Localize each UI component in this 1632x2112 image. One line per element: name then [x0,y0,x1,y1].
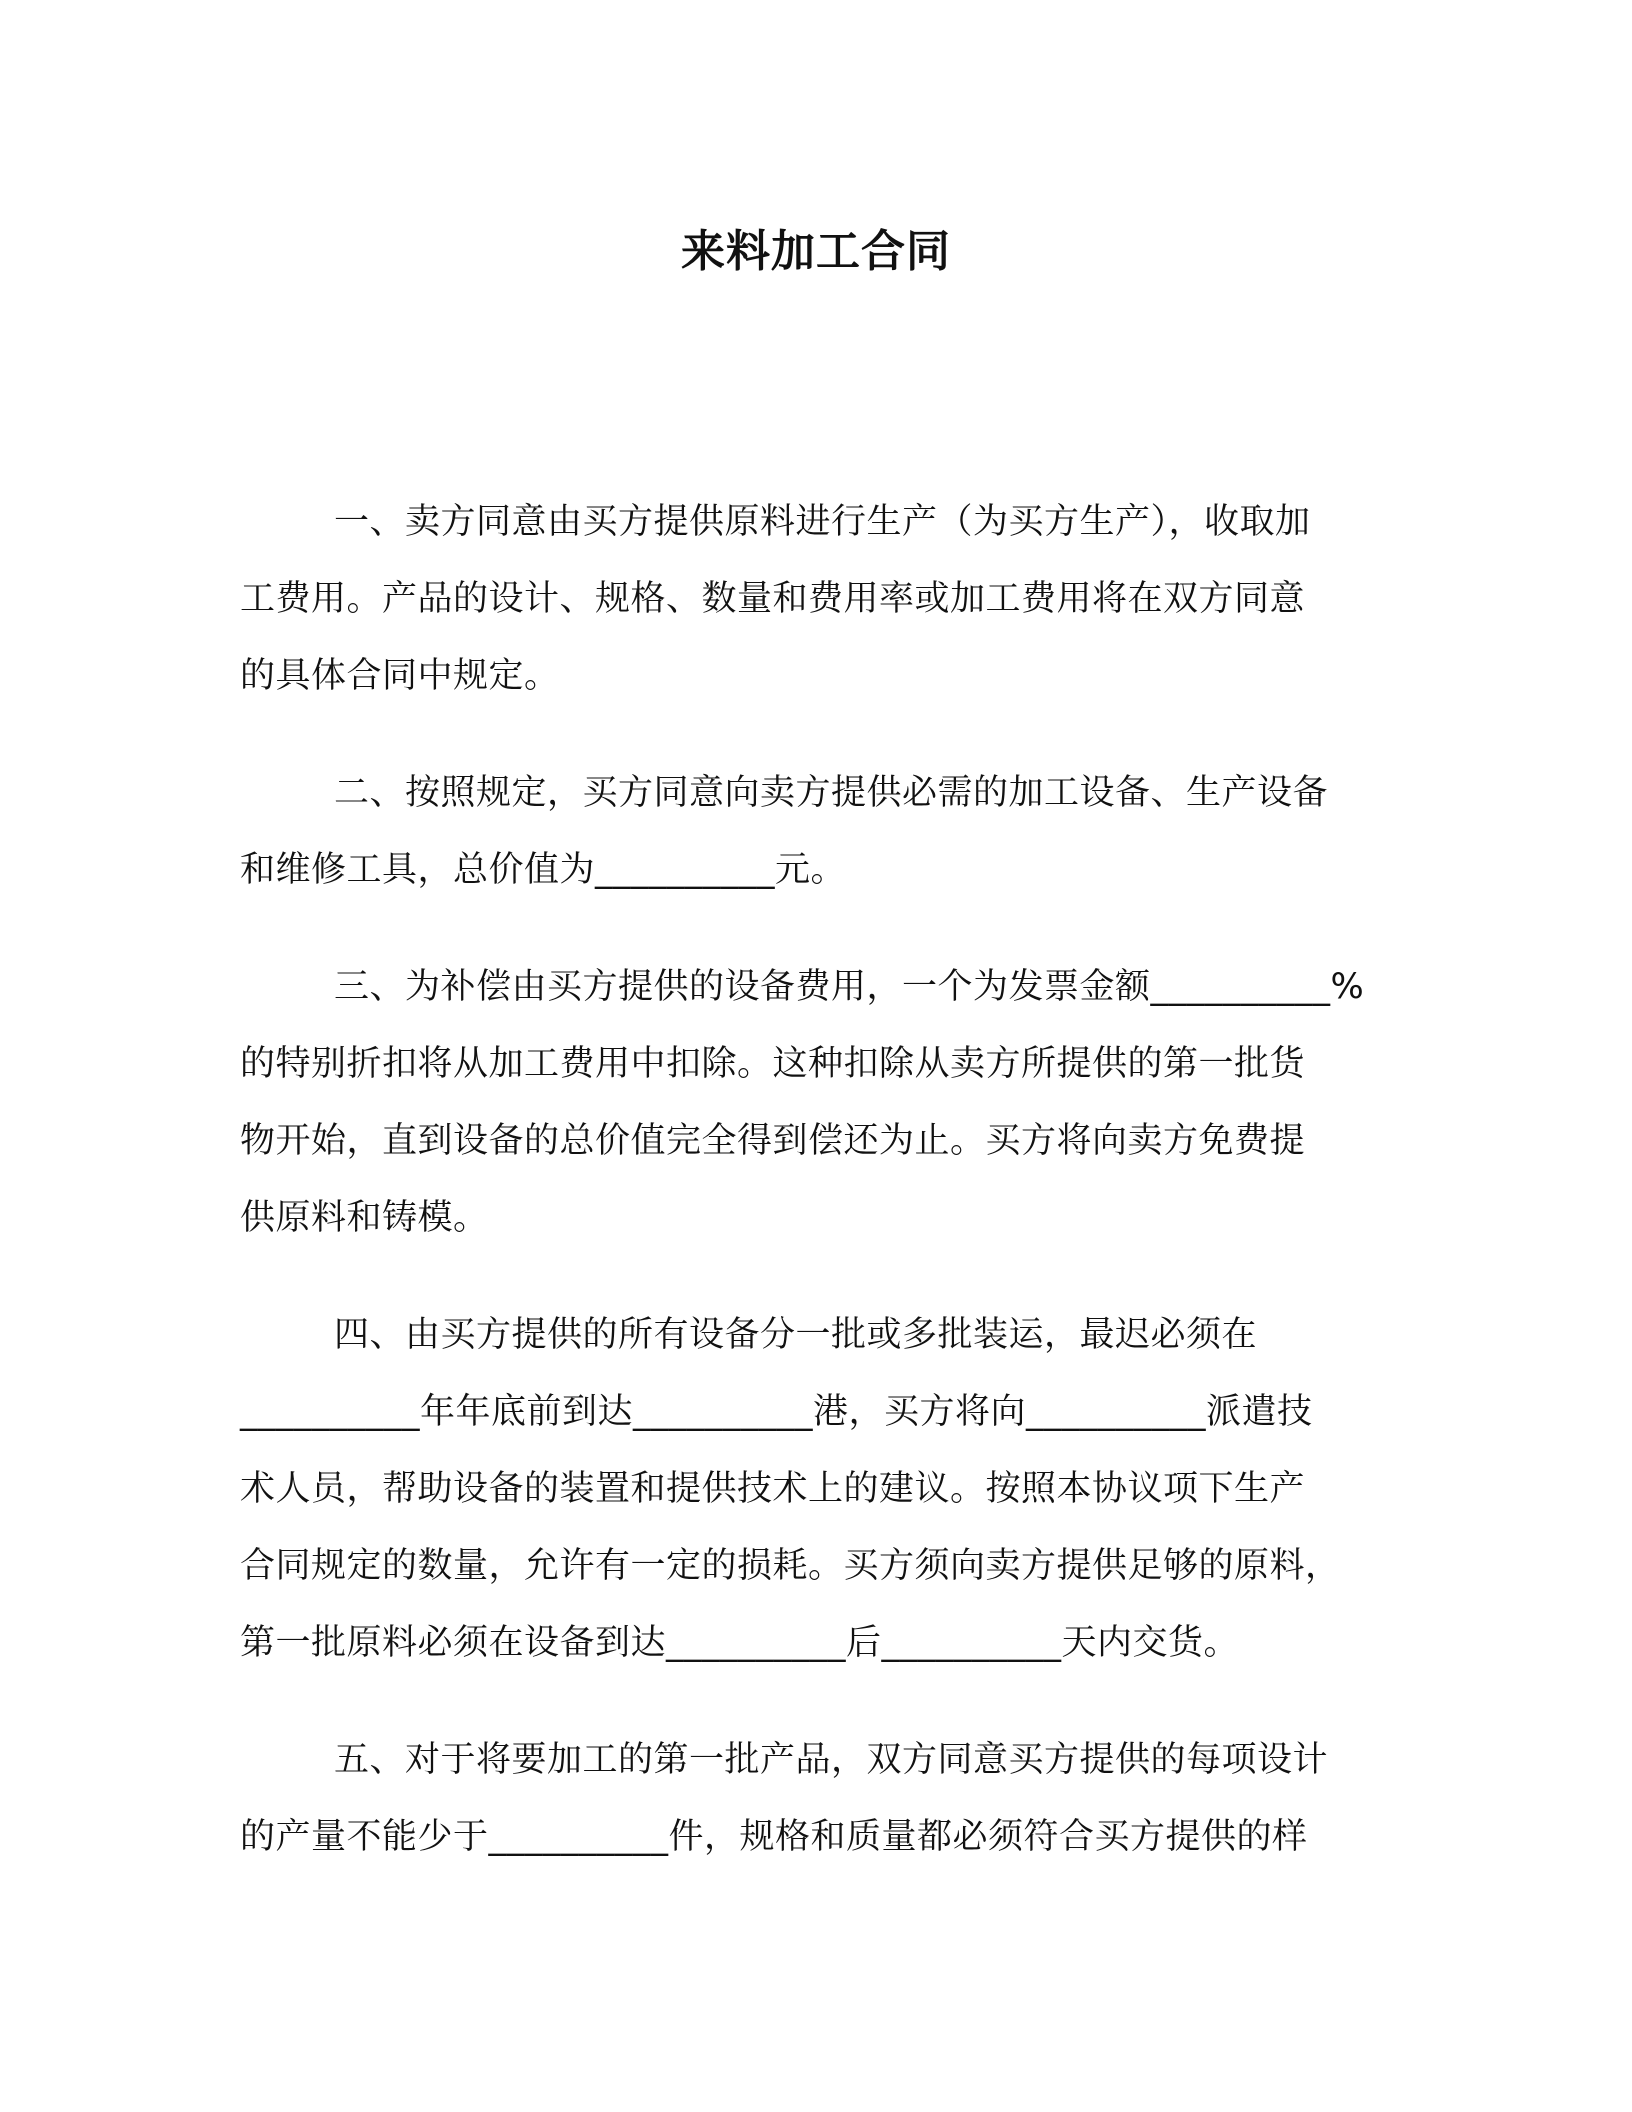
clause-line: 术人员，帮助设备的装置和提供技术上的建议。按照本协议项下生产 [240,1469,1306,1509]
clause-line: 合同规定的数量，允许有一定的损耗。买方须向卖方提供足够的原料， [240,1546,1341,1586]
clause-line: 和维修工具，总价值为__________元。 [240,850,847,890]
clause-line: 的产量不能少于__________件，规格和质量都必须符合买方提供的样 [240,1817,1308,1857]
clause-line: 供原料和铸模。 [240,1198,489,1238]
document-title: 来料加工合同 [681,226,951,277]
clause-line: 三、为补偿由买方提供的设备费用，一个为发票金额__________% [334,967,1365,1007]
clause-line: __________年年底前到达__________港，买方将向__________派遣技 [240,1392,1313,1432]
clause-line: 的具体合同中规定。 [240,656,560,696]
clause-5 [240,1722,1400,1876]
clause-4 [240,1297,1400,1682]
clause-line: 工费用。产品的设计、规格、数量和费用率或加工费用将在双方同意 [240,579,1306,619]
clause-line: 一、卖方同意由买方提供原料进行生产（为买方生产），收取加 [334,502,1311,542]
clause-line: 五、对于将要加工的第一批产品，双方同意买方提供的每项设计 [334,1740,1329,1780]
clause-1 [240,484,1400,715]
clause-line: 的特别折扣将从加工费用中扣除。这种扣除从卖方所提供的第一批货 [240,1044,1306,1084]
clause-line: 四、由买方提供的所有设备分一批或多批装运，最迟必须在 [334,1315,1258,1355]
clause-2 [240,755,1400,909]
document-body [240,484,1400,1916]
clause-line: 物开始，直到设备的总价值完全得到偿还为止。买方将向卖方免费提 [240,1121,1306,1161]
clause-line: 二、按照规定，买方同意向卖方提供必需的加工设备、生产设备 [334,773,1329,813]
clause-line: 第一批原料必须在设备到达__________后__________天内交货。 [240,1623,1240,1663]
clause-3 [240,949,1400,1257]
